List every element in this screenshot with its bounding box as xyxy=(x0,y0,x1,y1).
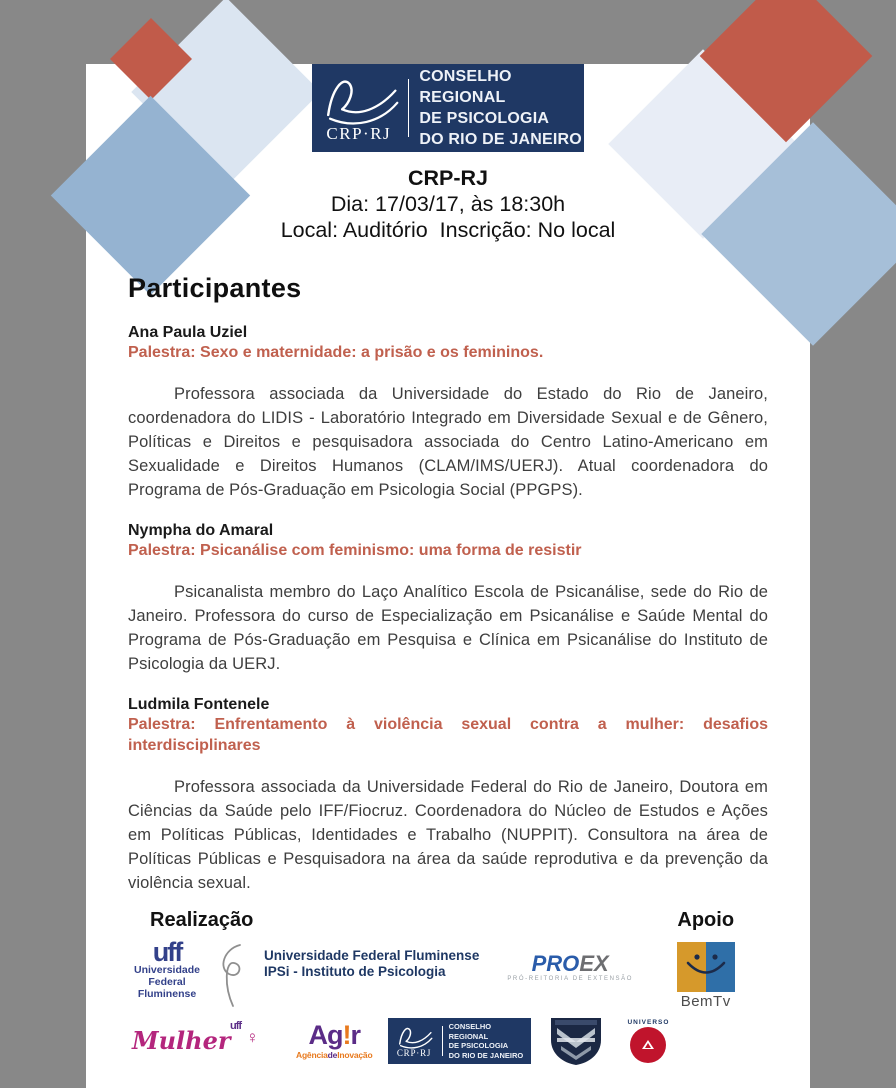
participant-section xyxy=(128,522,768,676)
crp-rj-logo xyxy=(312,64,584,152)
footer xyxy=(86,909,810,1066)
proex-logo xyxy=(507,951,633,982)
uff-name-line: Federal xyxy=(148,976,186,988)
proex-pro: PRO xyxy=(531,951,580,976)
universo-seal-icon xyxy=(630,1027,666,1063)
crp-rj-acronym: CRP·RJ xyxy=(396,1048,432,1058)
logo-divider xyxy=(442,1026,443,1056)
uff-name-line: Universidade xyxy=(134,964,200,976)
partner-logos-row-1 xyxy=(128,937,675,1010)
crp-rj-acronym: CRP·RJ xyxy=(326,124,392,143)
crp-logo-line: CONSELHO REGIONAL xyxy=(448,1022,492,1041)
agir-sub-de: de xyxy=(327,1050,338,1061)
shield-emblem-logo xyxy=(547,1016,605,1066)
uff-name-line: Fluminense xyxy=(137,988,197,1000)
participant-talk-title: Palestra: Enfrentamento à violência sexual contra a mulher: desafios interdisciplinares xyxy=(128,716,768,754)
apoio-block xyxy=(675,909,736,1066)
crp-rj-logo-text xyxy=(419,66,584,150)
page-title: Participantes xyxy=(128,273,302,303)
participant-bio: Professora associada da Universidade Federal do Rio de Janeiro, Doutora em Ciências da Saúde pelo IFF/Fiocruz. Coordenadora do Núcleo de Estudos e Ações em Políticas Públicas, Identidades e Trabalho (NUPPIT). Consultora na área de Políticas Públicas e Pesquisadora na área da saúde reprodutiva e da prevenção da violência sexual. xyxy=(128,778,768,892)
bemtv-name: BemTv xyxy=(680,993,731,1010)
participant-section xyxy=(128,696,768,895)
proex-ex: EX xyxy=(579,951,609,976)
mulher-uff-sup: uff xyxy=(230,1020,242,1032)
partner-logos-row-2 xyxy=(128,1016,675,1066)
agir-subtitle xyxy=(296,1051,372,1060)
agir-logo xyxy=(296,1022,372,1060)
logo-divider xyxy=(408,79,410,137)
crp-rj-logo-mark xyxy=(312,72,406,144)
female-symbol-icon: ♀ xyxy=(246,1028,259,1047)
agir-letters: r xyxy=(350,1020,360,1051)
sugarloaf-sketch-icon xyxy=(394,1024,434,1050)
realizacao-block xyxy=(128,909,675,1066)
mulher-wordmark: Mulher xyxy=(132,1026,231,1055)
crp-rj-logo-mark xyxy=(388,1024,439,1058)
agir-sub-inovacao: Inovação xyxy=(337,1050,373,1061)
crp-rj-logo-small xyxy=(388,1018,531,1064)
sugarloaf-sketch-icon xyxy=(316,72,402,128)
agir-sub-agencia: Agência xyxy=(296,1050,328,1061)
crp-logo-line: DO RIO DE JANEIRO xyxy=(448,1050,524,1060)
agir-bang: ! xyxy=(342,1020,351,1051)
participant-name: Ana Paula Uziel xyxy=(128,324,248,341)
uff-mark: uff xyxy=(152,937,182,967)
uff-logo xyxy=(128,937,206,1000)
apoio-label: Apoio xyxy=(677,909,735,931)
proex-subtitle: PRÓ-REITORIA DE EXTENSÃO xyxy=(507,976,633,982)
crp-logo-line: CONSELHO REGIONAL xyxy=(419,68,512,106)
participant-name: Nympha do Amaral xyxy=(128,522,274,539)
mulher-uff-logo xyxy=(128,1020,280,1062)
agir-letters: Ag xyxy=(308,1020,343,1051)
event-location: Local: Auditório Inscrição: No local xyxy=(280,218,616,242)
participant-name: Ludmila Fontenele xyxy=(128,696,270,713)
uff-name xyxy=(128,964,206,1000)
crp-logo-line: DO RIO DE JANEIRO xyxy=(419,131,582,148)
crp-logo-line: DE PSICOLOGIA xyxy=(448,1041,509,1050)
realizacao-label: Realização xyxy=(150,909,254,931)
proex-wordmark xyxy=(507,951,633,976)
ipsi-sketch-icon xyxy=(216,942,254,1010)
participant-talk-title: Palestra: Psicanálise com feminismo: uma forma de resistir xyxy=(128,542,582,559)
flyer-page xyxy=(86,64,810,1088)
crp-rj-logo-text xyxy=(449,1022,532,1060)
event-organization: CRP-RJ xyxy=(407,166,489,190)
ipsi-university-line: Universidade Federal Fluminense xyxy=(264,948,480,963)
participant-bio: Professora associada da Universidade do Estado do Rio de Janeiro, coordenadora do LIDIS - Laboratório Integrado em Diversidade Sexual e de Gênero, Políticas e Direitos e pesquisadora associada do Centro Latino-Americano em Sexualidade e Direitos Humanos (CLAM/IMS/UERJ). Atual coordenadora do Programa de Pós-Graduação em Psicologia Social (PPGPS). xyxy=(128,385,768,499)
participant-bio: Psicanalista membro do Laço Analítico Escola de Psicanálise, sede do Rio de Janeiro. Professora do curso de Especialização em Psicanálise e Saúde Mental do Programa de Pós-Graduação em Pesquisa e Clínica em Psicanálise do Instituto de Psicologia da UERJ. xyxy=(128,583,768,673)
crp-logo-line: DE PSICOLOGIA xyxy=(419,110,550,127)
participant-section xyxy=(128,324,768,502)
participant-talk-title: Palestra: Sexo e maternidade: a prisão e os femininos. xyxy=(128,344,544,361)
bemtv-logo xyxy=(677,942,735,1010)
bemtv-smiley-icon xyxy=(677,942,735,992)
universo-logo xyxy=(621,1019,675,1063)
agir-wordmark xyxy=(296,1022,372,1049)
event-date: Dia: 17/03/17, às 18:30h xyxy=(330,192,566,216)
universo-name: UNIVERSO xyxy=(627,1019,670,1026)
ipsi-institute-line: IPSi - Instituto de Psicologia xyxy=(264,964,446,979)
event-header xyxy=(86,165,810,243)
ipsi-logo-text xyxy=(264,948,479,980)
universo-delta-icon xyxy=(642,1040,654,1049)
